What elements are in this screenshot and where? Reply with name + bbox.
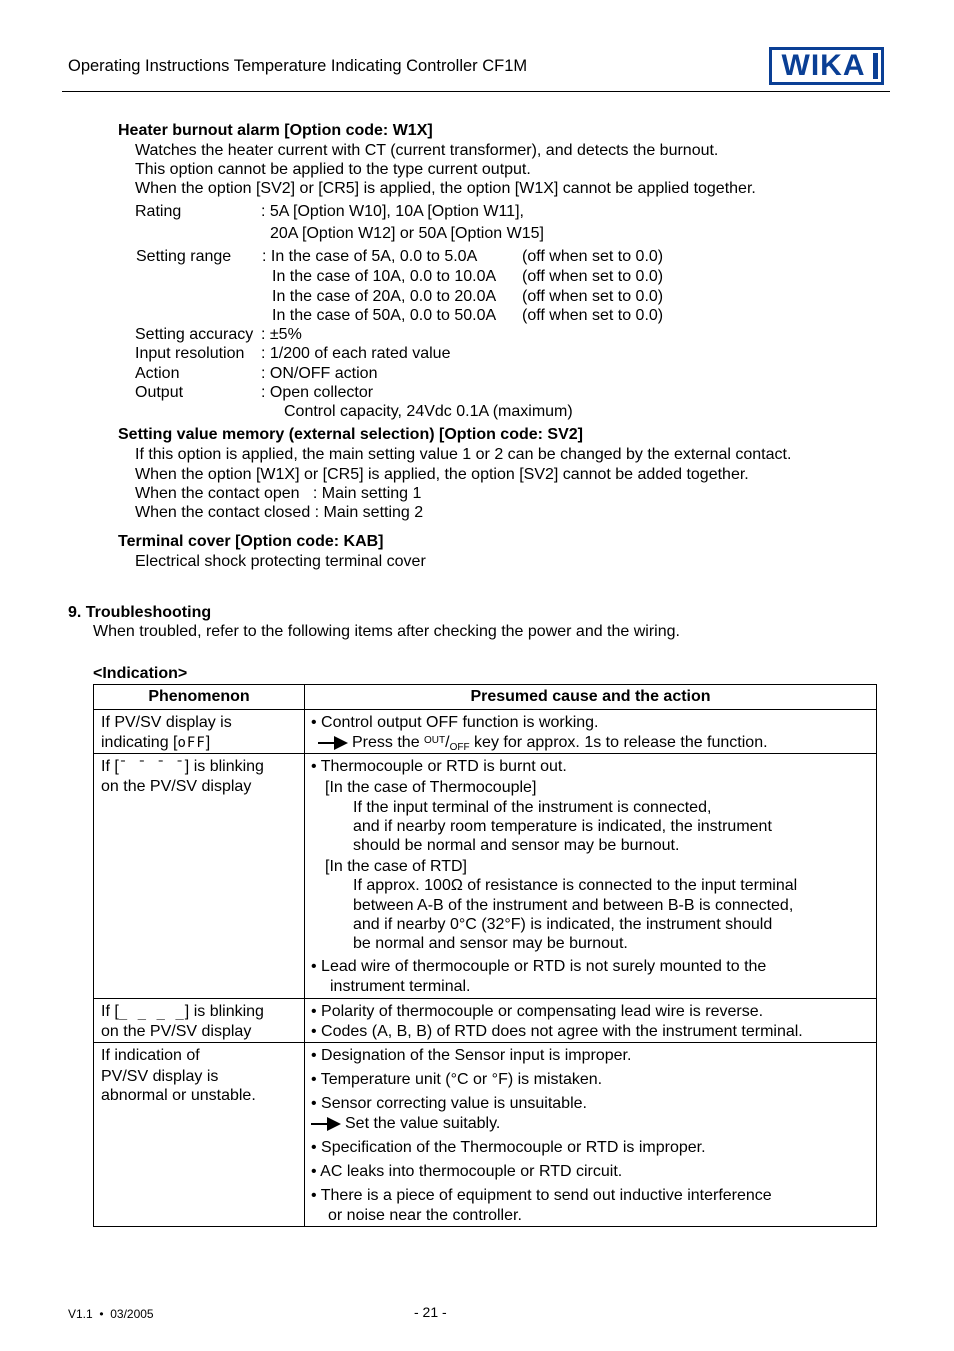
r3-c1: • Polarity of thermocouple or compensating lead wire is reverse. [311, 1003, 764, 1020]
r3-ph1 [101, 1003, 264, 1021]
r4-c3: • Sensor correcting value is unsuitable. [311, 1095, 587, 1112]
r2-ph1 [101, 758, 264, 776]
off-note-4: (off when set to 0.0) [522, 307, 664, 324]
r1-ph2b: ] [205, 734, 211, 751]
r2-c10: be normal and sensor may be burnout. [353, 935, 628, 952]
col-cause-action: Presumed cause and the action [305, 685, 877, 710]
r4-ph3: abnormal or unstable. [101, 1087, 256, 1104]
out-key-label: OUT [424, 735, 446, 746]
r2-c9: and if nearby 0°C (32°F) is indicated, the instrument should [353, 916, 773, 933]
cause-cell [305, 1043, 877, 1227]
r1-ph2a: indicating [ [101, 734, 178, 751]
r1-ph2 [101, 734, 210, 752]
off-note-1: (off when set to 0.0) [522, 248, 664, 265]
r3-c2: • Codes (A, B, B) of RTD does not agree with the instrument terminal. [311, 1023, 803, 1040]
setting-range-3: In the case of 20A, 0.0 to 20.0A [272, 288, 497, 305]
w1x-p1: Watches the heater current with CT (current transformer), and detects the burnout. [135, 142, 719, 159]
setting-range-4: In the case of 50A, 0.0 to 50.0A [272, 307, 497, 324]
r2-c8: between A-B of the instrument and between B-B is connected, [353, 897, 794, 914]
r4-ph2: PV/SV display is [101, 1068, 219, 1085]
output-label: Output [135, 384, 184, 401]
phenomenon-cell [94, 1043, 305, 1227]
action-label: Action [135, 365, 180, 382]
r2-c3: If the input terminal of the instrument is connected, [353, 799, 712, 816]
output-value-1: : Open collector [261, 384, 374, 401]
rating-label: Rating [135, 203, 182, 220]
wika-logo [769, 47, 884, 85]
r3-ph2: on the PV/SV display [101, 1023, 252, 1040]
kab-heading: Terminal cover [Option code: KAB] [118, 533, 384, 550]
r1-c2b: key for approx. 1s to release the function. [469, 734, 768, 751]
r4-c8: or noise near the controller. [328, 1207, 522, 1224]
r4-ph1: If indication of [101, 1047, 200, 1064]
troubleshooting-intro: When troubled, refer to the following items after checking the power and the wiring. [93, 623, 680, 640]
sv2-p3: When the contact open : Main setting 1 [135, 485, 422, 502]
r4-c1: • Designation of the Sensor input is improper. [311, 1047, 632, 1064]
r2-c4: and if nearby room temperature is indicated, the instrument [353, 818, 772, 835]
arrow-right-icon [311, 1117, 341, 1131]
page-number: - 21 - [414, 1304, 447, 1320]
table-row [94, 999, 877, 1043]
kab-p1: Electrical shock protecting terminal cover [135, 553, 426, 570]
indication-table [93, 684, 877, 1227]
off-note-3: (off when set to 0.0) [522, 288, 664, 305]
r1-ph1: If PV/SV display is [101, 714, 232, 731]
setting-range-1: : In the case of 5A, 0.0 to 5.0A [262, 248, 478, 265]
r2-c1: • Thermocouple or RTD is burnt out. [311, 758, 567, 775]
output-value-2: Control capacity, 24Vdc 0.1A (maximum) [284, 403, 573, 420]
r2-ph1a: If [ [101, 758, 119, 775]
r4-c7: • There is a piece of equipment to send out inductive interference [311, 1187, 772, 1204]
phenomenon-cell [94, 999, 305, 1043]
overrange-segment-code: ¯ ¯ ¯ ¯ [118, 759, 185, 775]
sv2-p4: When the contact closed : Main setting 2 [135, 504, 424, 521]
table-header-row [94, 685, 877, 710]
resolution-label: Input resolution [135, 345, 245, 362]
header-rule [62, 91, 890, 92]
r2-c6: [In the case of RTD] [325, 858, 467, 875]
r1-c2: Press the $^{OUT}/_{OFF}$ key for approx. 1s to release the function. [318, 734, 768, 753]
rating-value-2: 20A [Option W12] or 50A [Option W15] [270, 225, 544, 242]
r1-c2a: Press the [352, 734, 425, 751]
action-value: : ON/OFF action [261, 365, 378, 382]
off-segment-code: oFF [177, 735, 206, 751]
r3-ph1b: ] is blinking [184, 1003, 264, 1020]
off-key-label: OFF [449, 742, 470, 753]
r2-c5: should be normal and sensor may be burnout. [353, 837, 680, 854]
r2-ph1b: ] is blinking [184, 758, 264, 775]
phenomenon-cell [94, 710, 305, 754]
sv2-heading: Setting value memory (external selection) [Option code: SV2] [118, 426, 583, 443]
phenomenon-cell [94, 754, 305, 999]
setting-range-2: In the case of 10A, 0.0 to 10.0A [272, 268, 497, 285]
logo-bar [873, 53, 878, 79]
r4-c2: • Temperature unit (°C or °F) is mistaken. [311, 1071, 603, 1088]
r2-c12: instrument terminal. [330, 978, 471, 995]
indication-label: <Indication> [93, 665, 188, 682]
r2-ph2: on the PV/SV display [101, 778, 252, 795]
r4-c4-text: Set the value suitably. [345, 1115, 501, 1132]
r4-c4 [311, 1115, 500, 1133]
w1x-p2: This option cannot be applied to the type current output. [135, 161, 531, 178]
table-row [94, 754, 877, 999]
r4-c6: • AC leaks into thermocouple or RTD circuit. [311, 1163, 623, 1180]
r3-ph1a: If [ [101, 1003, 119, 1020]
off-note-2: (off when set to 0.0) [522, 268, 664, 285]
r1-c1: • Control output OFF function is working. [311, 714, 599, 731]
table-row [94, 1043, 877, 1227]
footer-version: V1.1 • 03/2005 [68, 1307, 154, 1321]
sv2-p1: If this option is applied, the main setting value 1 or 2 can be changed by the external contact. [135, 446, 792, 463]
r2-c7: If approx. 100Ω of resistance is connected to the input terminal [353, 877, 798, 894]
logo-text: WIKA [781, 49, 866, 82]
r2-c11: • Lead wire of thermocouple or RTD is not surely mounted to the [311, 958, 767, 975]
col-phenomenon: Phenomenon [94, 685, 305, 710]
document-title: Operating Instructions Temperature Indicating Controller CF1M [68, 57, 528, 75]
accuracy-label: Setting accuracy [135, 326, 254, 343]
rating-value-1: : 5A [Option W10], 10A [Option W11], [261, 203, 524, 220]
setting-range-label: Setting range [136, 248, 232, 265]
sv2-p2: When the option [W1X] or [CR5] is applied, the option [SV2] cannot be added together. [135, 466, 749, 483]
w1x-heading: Heater burnout alarm [Option code: W1X] [118, 122, 433, 139]
table-row [94, 710, 877, 754]
cause-cell [305, 999, 877, 1043]
cause-cell [305, 710, 877, 754]
underrange-segment-code: _ _ _ _ [118, 1004, 185, 1020]
accuracy-value: : ±5% [261, 326, 302, 343]
resolution-value: : 1/200 of each rated value [261, 345, 451, 362]
r4-c5: • Specification of the Thermocouple or RTD is improper. [311, 1139, 706, 1156]
r2-c2: [In the case of Thermocouple] [325, 779, 537, 796]
troubleshooting-heading: 9. Troubleshooting [68, 604, 212, 621]
cause-cell [305, 754, 877, 999]
w1x-p3: When the option [SV2] or [CR5] is applied, the option [W1X] cannot be applied together. [135, 180, 756, 197]
arrow-right-icon [318, 736, 348, 750]
